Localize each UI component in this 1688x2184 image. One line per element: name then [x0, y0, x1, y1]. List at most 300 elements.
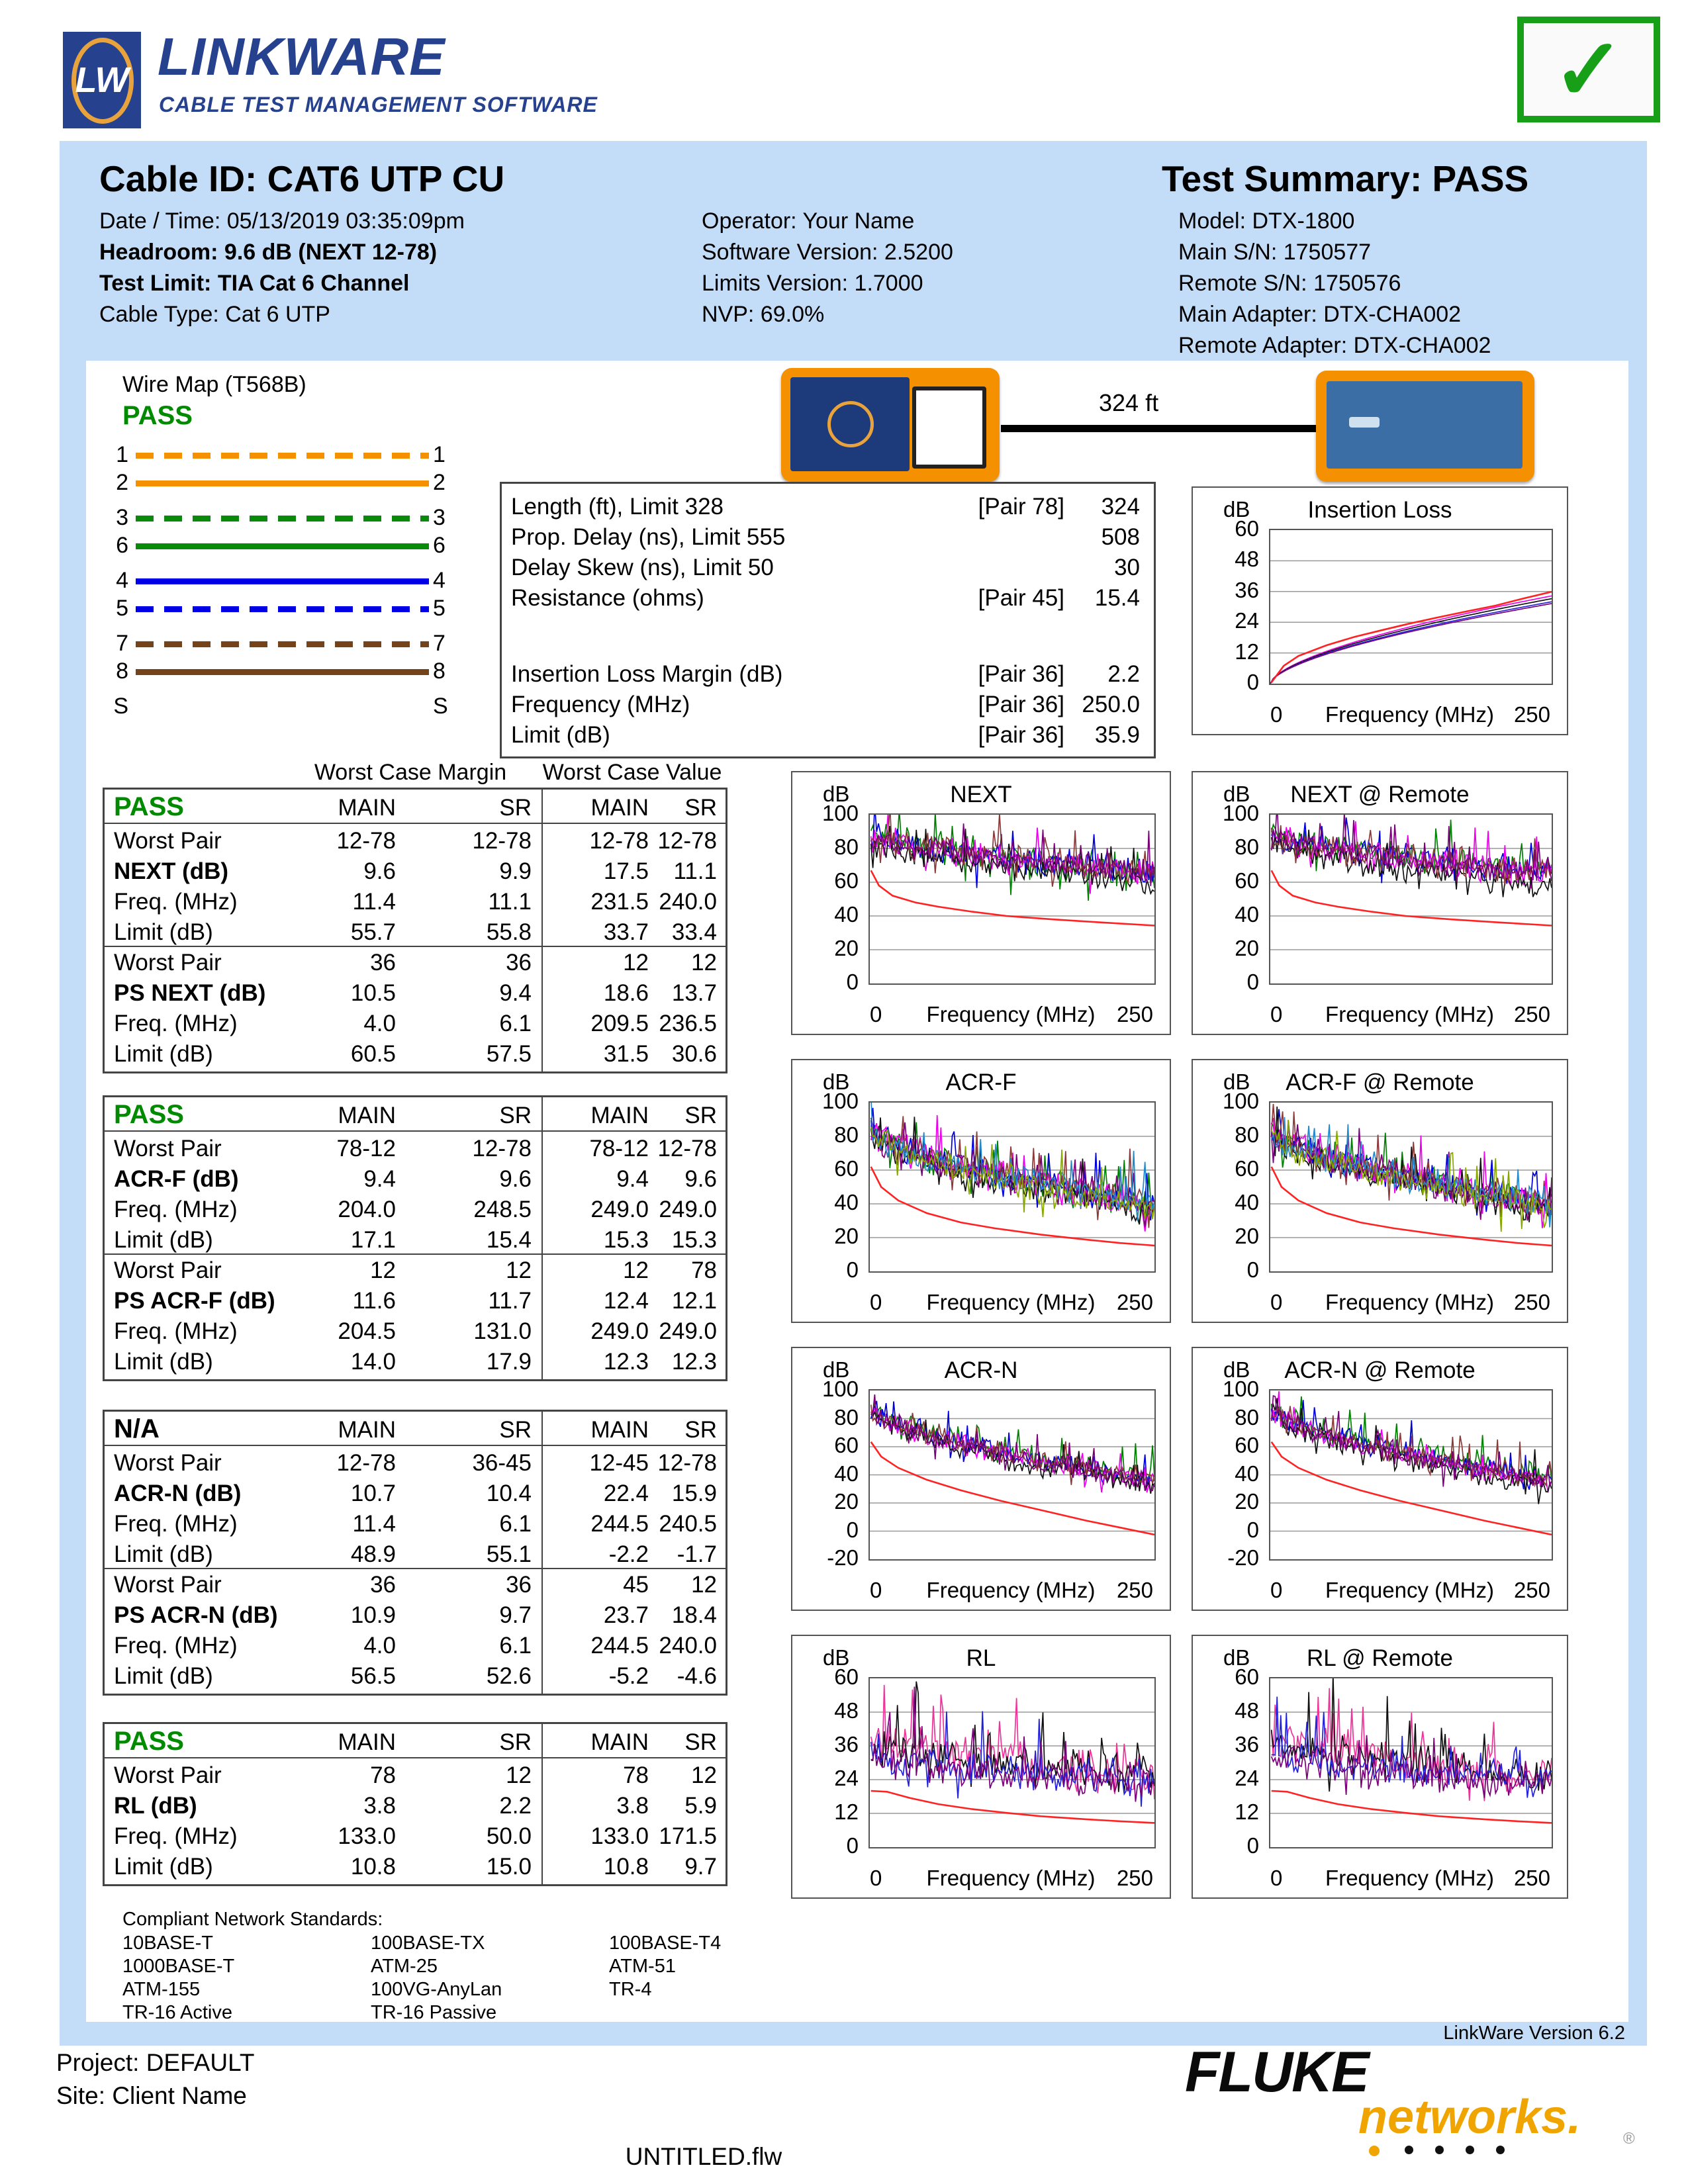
table-cell-value: 133.0 — [338, 1823, 396, 1849]
chart-plot — [1269, 1677, 1553, 1848]
cable-id-title: Cable ID: CAT6 UTP CU — [99, 158, 505, 199]
chart-plot — [1269, 1389, 1553, 1561]
table-col-header: MAIN — [338, 1729, 396, 1755]
chart-plot — [1269, 813, 1553, 985]
table-cell-value: 78-12 — [589, 1136, 649, 1161]
chart-y-tick-label: 80 — [834, 1404, 859, 1430]
chart-title: NEXT @ Remote — [1290, 782, 1470, 807]
wiremap-wire — [136, 606, 429, 612]
info-line: Test Limit: TIA Cat 6 Channel — [99, 271, 410, 296]
chart-y-tick-label: 40 — [1235, 1190, 1259, 1214]
chart-y-unit: dB — [823, 1069, 850, 1094]
standard-item: ATM-25 — [371, 1956, 438, 1977]
wiremap-pin-right: 1 — [433, 442, 445, 467]
fluke-logo-text: FLUKE — [1185, 2040, 1368, 2104]
table-status: PASS — [114, 1100, 184, 1129]
table-row-label: Worst Pair — [114, 828, 222, 854]
standard-item: 100VG-AnyLan — [371, 1979, 502, 2000]
table-mid-line — [105, 1253, 726, 1255]
worst-case-value-header: Worst Case Value — [542, 760, 722, 785]
table-cell-value: 9.4 — [499, 980, 532, 1006]
chart-y-tick-label: 100 — [1222, 801, 1259, 825]
remote-tester-label — [1349, 417, 1380, 428]
table-row-label: NEXT (dB) — [114, 858, 229, 884]
chart-next — [791, 771, 1171, 1035]
standard-item: ATM-155 — [122, 1979, 201, 2000]
table-cell-value: 11.6 — [352, 1288, 396, 1314]
table-cell-value: 12.1 — [671, 1288, 717, 1314]
chart-y-tick-label: 12 — [1235, 639, 1259, 664]
chart-x-tick-min: 0 — [1270, 1578, 1283, 1602]
measurement-pair: [Pair 36] — [978, 722, 1064, 748]
info-line: Software Version: 2.5200 — [702, 240, 953, 265]
table-group-divider — [541, 1097, 543, 1379]
table-cell-value: 55.8 — [486, 919, 532, 945]
chart-y-unit: dB — [823, 1357, 850, 1382]
table-cell-value: 6.1 — [499, 1011, 532, 1036]
table-cell-value: 133.0 — [590, 1823, 649, 1849]
chart-x-tick-min: 0 — [870, 1290, 882, 1314]
table-col-header: SR — [684, 795, 717, 821]
table-col-header: SR — [684, 1729, 717, 1755]
chart-x-tick-max: 250 — [1116, 1290, 1153, 1314]
table-cell-value: -1.7 — [677, 1541, 717, 1567]
chart-y-tick-label: 0 — [846, 970, 859, 994]
table-cell-value: 11.7 — [488, 1288, 532, 1314]
table-row-label: ACR-F (dB) — [114, 1166, 239, 1192]
table-cell-value: 9.7 — [684, 1854, 717, 1880]
brand-dot-black — [1496, 2146, 1505, 2154]
wiremap-pin-right: 3 — [433, 505, 445, 530]
table-cell-value: 12-78 — [589, 828, 649, 854]
wiremap-pin-left: 7 — [116, 631, 128, 656]
measurement-label: Frequency (MHz) — [511, 692, 690, 717]
chart-y-tick-label: 0 — [846, 1517, 859, 1542]
chart-acrn — [791, 1347, 1171, 1611]
chart-canvas — [870, 1390, 1154, 1559]
chart-acrf-remote — [1192, 1059, 1568, 1323]
table-cell-value: 55.7 — [350, 919, 396, 945]
table-cell-value: 10.7 — [350, 1480, 396, 1506]
chart-canvas — [870, 1678, 1154, 1847]
info-line: Operator: Your Name — [702, 208, 915, 234]
table-cell-value: 17.5 — [603, 858, 649, 884]
table-cell-value: 9.7 — [499, 1602, 532, 1628]
table-row-label: Freq. (MHz) — [114, 1197, 238, 1222]
file-name-label: UNTITLED.flw — [625, 2143, 782, 2170]
info-line: Model: DTX-1800 — [1178, 208, 1355, 234]
chart-y-tick-label: 60 — [1235, 516, 1259, 541]
chart-y-tick-label: 48 — [834, 1698, 859, 1723]
table-cell-value: 240.0 — [659, 889, 717, 915]
table-cell-value: 12 — [691, 1572, 717, 1598]
chart-acrf — [791, 1059, 1171, 1323]
main-tester-dial — [827, 401, 874, 447]
fluke-networks-text: networks. — [1358, 2091, 1581, 2144]
measurement-pair: [Pair 45] — [978, 585, 1064, 611]
chart-x-axis-label: Frequency (MHz) — [926, 1578, 1096, 1602]
chart-title: RL @ Remote — [1307, 1645, 1453, 1671]
table-col-header: MAIN — [338, 795, 396, 821]
standard-item: 100BASE-T4 — [609, 1933, 722, 1954]
table-cell-value: 36 — [370, 950, 396, 976]
table-cell-value: 12.3 — [603, 1349, 649, 1375]
table-row-label: Freq. (MHz) — [114, 1318, 238, 1344]
table-cell-value: 3.8 — [616, 1793, 649, 1819]
wiremap-pin-right: 8 — [433, 659, 445, 684]
table-cell-value: 56.5 — [350, 1663, 396, 1689]
chart-x-axis-label: Frequency (MHz) — [926, 1290, 1096, 1314]
chart-x-tick-min: 0 — [870, 1578, 882, 1602]
table-cell-value: 18.6 — [603, 980, 649, 1006]
table-cell-value: 240.5 — [659, 1511, 717, 1537]
chart-x-tick-min: 0 — [1270, 1290, 1283, 1314]
table-cell-value: 11.4 — [352, 889, 396, 915]
table-cell-value: 6.1 — [499, 1511, 532, 1537]
table-cell-value: -4.6 — [677, 1663, 717, 1689]
measurement-value: 250.0 — [1082, 692, 1140, 717]
table-status: PASS — [114, 1727, 184, 1756]
chart-acrn-remote — [1192, 1347, 1568, 1611]
table-col-header: SR — [499, 1729, 532, 1755]
table-cell-value: 12 — [506, 1257, 532, 1283]
wiremap-wire — [136, 453, 429, 459]
chart-canvas — [870, 1103, 1154, 1271]
wiremap-wire — [136, 516, 429, 522]
chart-plot — [868, 1101, 1156, 1273]
chart-x-axis-label: Frequency (MHz) — [1325, 702, 1494, 727]
chart-y-tick-label: 24 — [1235, 608, 1259, 633]
table-row-label: Limit (dB) — [114, 1541, 213, 1567]
table-cell-value: 249.0 — [590, 1318, 649, 1344]
chart-y-tick-label: 24 — [1235, 1766, 1259, 1790]
table-row-label: Worst Pair — [114, 1257, 222, 1283]
wiremap-pin-left: 3 — [116, 505, 128, 530]
table-cell-value: 9.6 — [499, 1166, 532, 1192]
info-line: Main Adapter: DTX-CHA002 — [1178, 302, 1462, 327]
chart-y-tick-label: 20 — [1235, 1489, 1259, 1514]
main-tester-image — [781, 368, 1000, 482]
chart-title: ACR-N — [944, 1357, 1018, 1383]
pass-check-icon — [1517, 17, 1660, 122]
table-col-header: MAIN — [338, 1417, 396, 1443]
table-row-label: Limit (dB) — [114, 1041, 213, 1067]
chart-x-axis-label: Frequency (MHz) — [1325, 1866, 1494, 1890]
chart-y-tick-label: 0 — [1246, 970, 1259, 994]
chart-x-tick-max: 250 — [1116, 1578, 1153, 1602]
chart-y-unit: dB — [1223, 782, 1250, 806]
table-cell-value: -5.2 — [608, 1663, 649, 1689]
table-row-label: Limit (dB) — [114, 919, 213, 945]
table-cell-value: 12-78 — [472, 1136, 532, 1161]
table-cell-value: 131.0 — [473, 1318, 532, 1344]
table-header-line — [105, 1445, 726, 1446]
chart-plot — [1269, 529, 1553, 685]
chart-x-axis-label: Frequency (MHz) — [1325, 1578, 1494, 1602]
table-cell-value: 10.5 — [350, 980, 396, 1006]
table-cell-value: 15.0 — [486, 1854, 532, 1880]
measurement-label: Limit (dB) — [511, 722, 610, 748]
wiremap-pin-left: 2 — [116, 470, 128, 495]
standard-item: 100BASE-TX — [371, 1933, 485, 1954]
table-row-label: Worst Pair — [114, 1572, 222, 1598]
measurement-value: 35.9 — [1094, 722, 1140, 748]
chart-y-tick-label: 40 — [834, 1461, 859, 1486]
chart-y-tick-label: 60 — [1235, 1664, 1259, 1689]
table-cell-value: 33.4 — [671, 919, 717, 945]
chart-plot — [868, 1677, 1156, 1848]
chart-canvas — [1270, 530, 1552, 684]
table-cell-value: 11.4 — [352, 1511, 396, 1537]
brand-dot-black — [1466, 2146, 1474, 2154]
chart-y-tick-label: 0 — [1246, 670, 1259, 694]
worst-case-margin-header: Worst Case Margin — [314, 760, 507, 785]
table-cell-value: 11.1 — [488, 889, 532, 915]
chart-y-tick-label: 24 — [834, 1766, 859, 1790]
wiremap-pin-left: 4 — [116, 568, 128, 593]
measurement-value: 15.4 — [1094, 585, 1140, 611]
result-table — [103, 1410, 727, 1696]
wiremap-status: PASS — [122, 401, 193, 430]
measurement-label: Prop. Delay (ns), Limit 555 — [511, 524, 786, 550]
project-label: Project: DEFAULT — [56, 2049, 255, 2076]
chart-y-tick-label: 80 — [834, 1122, 859, 1147]
info-line: Headroom: 9.6 dB (NEXT 12-78) — [99, 240, 438, 265]
info-line: Remote Adapter: DTX-CHA002 — [1178, 333, 1491, 358]
chart-y-tick-label: 40 — [834, 1190, 859, 1214]
logo-title: LINKWARE — [158, 27, 445, 86]
chart-y-tick-label: 60 — [834, 1156, 859, 1181]
table-cell-value: 12-45 — [589, 1450, 649, 1476]
table-col-header: MAIN — [590, 1417, 649, 1443]
table-status: PASS — [114, 792, 184, 821]
table-row-label: RL (dB) — [114, 1793, 197, 1819]
table-col-header: MAIN — [590, 1103, 649, 1128]
chart-y-unit: dB — [823, 782, 850, 806]
test-summary-title: Test Summary: PASS — [1162, 158, 1529, 199]
measurement-value: 508 — [1101, 524, 1140, 550]
chart-x-axis-label: Frequency (MHz) — [1325, 1290, 1494, 1314]
table-row-label: PS ACR-N (dB) — [114, 1602, 278, 1628]
chart-x-tick-max: 250 — [1513, 1866, 1550, 1890]
wiremap-pin-right: 5 — [433, 596, 445, 621]
table-row-label: Worst Pair — [114, 1136, 222, 1161]
table-cell-value: 249.0 — [659, 1197, 717, 1222]
chart-y-unit: dB — [823, 1645, 850, 1670]
chart-title: NEXT — [950, 782, 1012, 807]
result-table — [103, 788, 727, 1073]
chart-y-tick-label: 0 — [846, 1833, 859, 1858]
table-row-label: Limit (dB) — [114, 1227, 213, 1253]
chart-canvas — [1270, 1678, 1552, 1847]
check-glyph: ✓ — [1552, 21, 1625, 118]
table-cell-value: 249.0 — [590, 1197, 649, 1222]
standard-item: TR-4 — [609, 1979, 652, 2000]
wiremap-pin-left: 1 — [116, 442, 128, 467]
chart-plot — [1269, 1101, 1553, 1273]
table-cell-value: 12 — [370, 1257, 396, 1283]
table-cell-value: 18.4 — [671, 1602, 717, 1628]
link-cable-line — [1001, 425, 1316, 432]
table-cell-value: 45 — [623, 1572, 649, 1598]
chart-x-tick-max: 250 — [1513, 1290, 1550, 1314]
table-cell-value: 15.9 — [671, 1480, 717, 1506]
chart-y-tick-label: 40 — [1235, 1461, 1259, 1486]
chart-x-tick-min: 0 — [1270, 1002, 1283, 1026]
table-row-label: Freq. (MHz) — [114, 1823, 238, 1849]
wiremap-pin-right: 4 — [433, 568, 445, 593]
table-cell-value: 12 — [506, 1762, 532, 1788]
wiremap-wire — [136, 578, 429, 584]
main-tester-screen — [912, 387, 986, 469]
registered-mark: ® — [1623, 2130, 1635, 2148]
chart-title: ACR-F — [945, 1069, 1017, 1095]
table-col-header: SR — [684, 1103, 717, 1128]
wiremap-pin-right: 7 — [433, 631, 445, 656]
table-mid-line — [105, 946, 726, 947]
standard-item: 1000BASE-T — [122, 1956, 235, 1977]
chart-y-tick-label: 20 — [1235, 1224, 1259, 1248]
measurement-label: Insertion Loss Margin (dB) — [511, 661, 783, 687]
table-cell-value: 10.8 — [350, 1854, 396, 1880]
table-cell-value: 78 — [623, 1762, 649, 1788]
chart-y-tick-label: 0 — [846, 1257, 859, 1282]
brand-dot-orange — [1369, 2146, 1380, 2156]
chart-x-tick-min: 0 — [870, 1002, 882, 1026]
chart-y-unit: dB — [1223, 1069, 1250, 1094]
chart-rl-remote — [1192, 1635, 1568, 1899]
wiremap-pin-left: 6 — [116, 533, 128, 558]
table-cell-value: 3.8 — [363, 1793, 396, 1819]
chart-y-tick-label: 0 — [1246, 1257, 1259, 1282]
table-cell-value: 4.0 — [363, 1011, 396, 1036]
table-cell-value: 248.5 — [473, 1197, 532, 1222]
chart-x-axis-label: Frequency (MHz) — [926, 1866, 1096, 1890]
table-cell-value: 240.0 — [659, 1633, 717, 1659]
logo-lw-text: LW — [75, 60, 129, 100]
table-cell-value: 48.9 — [350, 1541, 396, 1567]
standard-item: TR-16 Passive — [371, 2002, 497, 2023]
measurement-value: 2.2 — [1107, 661, 1140, 687]
table-cell-value: 23.7 — [603, 1602, 649, 1628]
measurement-label: Delay Skew (ns), Limit 50 — [511, 555, 774, 580]
wiremap-wire — [136, 543, 429, 549]
table-cell-value: 12-78 — [657, 828, 717, 854]
table-cell-value: 209.5 — [590, 1011, 649, 1036]
chart-y-tick-label: 60 — [1235, 1156, 1259, 1181]
chart-canvas — [1270, 1390, 1552, 1559]
chart-y-tick-label: 20 — [1235, 936, 1259, 960]
table-cell-value: 33.7 — [603, 919, 649, 945]
table-cell-value: 78 — [370, 1762, 396, 1788]
chart-canvas — [1270, 815, 1552, 983]
wiremap-pin-left: 8 — [116, 659, 128, 684]
table-row-label: ACR-N (dB) — [114, 1480, 242, 1506]
result-table — [103, 1722, 727, 1886]
table-cell-value: 204.5 — [338, 1318, 396, 1344]
table-row-label: Freq. (MHz) — [114, 1511, 238, 1537]
chart-y-tick-label: 100 — [1222, 1089, 1259, 1113]
chart-y-tick-label: -20 — [1227, 1545, 1259, 1570]
chart-next-remote — [1192, 771, 1568, 1035]
chart-x-axis-label: Frequency (MHz) — [926, 1002, 1096, 1026]
wiremap-pin-right: 2 — [433, 470, 445, 495]
chart-y-tick-label: 60 — [834, 1433, 859, 1457]
chart-y-tick-label: -20 — [827, 1545, 859, 1570]
wiremap-pin-right: S — [433, 694, 448, 719]
table-cell-value: 204.0 — [338, 1197, 396, 1222]
table-cell-value: 12-78 — [472, 828, 532, 854]
table-row-label: Worst Pair — [114, 950, 222, 976]
table-cell-value: 244.5 — [590, 1511, 649, 1537]
table-group-divider — [541, 1724, 543, 1884]
table-col-header: SR — [499, 795, 532, 821]
chart-plot — [868, 1389, 1156, 1561]
table-cell-value: 9.4 — [363, 1166, 396, 1192]
chart-y-tick-label: 80 — [834, 835, 859, 859]
chart-y-tick-label: 0 — [1246, 1517, 1259, 1542]
table-cell-value: 36 — [506, 950, 532, 976]
table-cell-value: 12 — [691, 1762, 717, 1788]
table-cell-value: 12-78 — [657, 1136, 717, 1161]
chart-y-tick-label: 40 — [834, 902, 859, 927]
table-cell-value: 11.1 — [673, 858, 717, 884]
table-cell-value: 14.0 — [350, 1349, 396, 1375]
info-line: Main S/N: 1750577 — [1178, 240, 1372, 265]
wiremap-wire — [136, 669, 429, 675]
table-cell-value: 30.6 — [671, 1041, 717, 1067]
table-cell-value: 12-78 — [657, 1450, 717, 1476]
table-cell-value: 5.9 — [684, 1793, 717, 1819]
chart-title: ACR-N @ Remote — [1284, 1357, 1476, 1383]
logo-subtitle: CABLE TEST MANAGEMENT SOFTWARE — [159, 93, 598, 116]
table-cell-value: 9.6 — [363, 858, 396, 884]
table-cell-value: 15.4 — [486, 1227, 532, 1253]
table-group-divider — [541, 790, 543, 1071]
table-cell-value: 36 — [370, 1572, 396, 1598]
table-cell-value: 12-78 — [336, 1450, 396, 1476]
standard-item: 10BASE-T — [122, 1933, 213, 1954]
table-cell-value: 236.5 — [659, 1011, 717, 1036]
table-row-label: Limit (dB) — [114, 1349, 213, 1375]
wiremap-pin-left: 5 — [116, 596, 128, 621]
table-cell-value: 17.9 — [486, 1349, 532, 1375]
chart-y-tick-label: 100 — [821, 1089, 859, 1113]
table-col-header: MAIN — [590, 1729, 649, 1755]
table-cell-value: 10.8 — [603, 1854, 649, 1880]
table-header-line — [105, 1130, 726, 1132]
measurement-pair: [Pair 78] — [978, 494, 1064, 520]
chart-y-tick-label: 20 — [834, 1224, 859, 1248]
chart-x-tick-max: 250 — [1116, 1002, 1153, 1026]
table-cell-value: 78-12 — [336, 1136, 396, 1161]
table-cell-value: 231.5 — [590, 889, 649, 915]
info-line: Limits Version: 1.7000 — [702, 271, 923, 296]
standards-title: Compliant Network Standards: — [122, 1909, 383, 1930]
chart-x-tick-max: 250 — [1513, 702, 1550, 727]
linkware-version-label: LinkWare Version 6.2 — [1443, 2023, 1625, 2044]
measurement-label: Length (ft), Limit 328 — [511, 494, 724, 520]
table-cell-value: 15.3 — [671, 1227, 717, 1253]
chart-x-axis-label: Frequency (MHz) — [1325, 1002, 1494, 1026]
table-cell-value: 12 — [691, 950, 717, 976]
wiremap-pin-right: 6 — [433, 533, 445, 558]
table-col-header: MAIN — [338, 1103, 396, 1128]
chart-x-tick-max: 250 — [1116, 1866, 1153, 1890]
chart-canvas — [870, 815, 1154, 983]
chart-y-tick-label: 80 — [1235, 835, 1259, 859]
chart-y-tick-label: 48 — [1235, 1698, 1259, 1723]
